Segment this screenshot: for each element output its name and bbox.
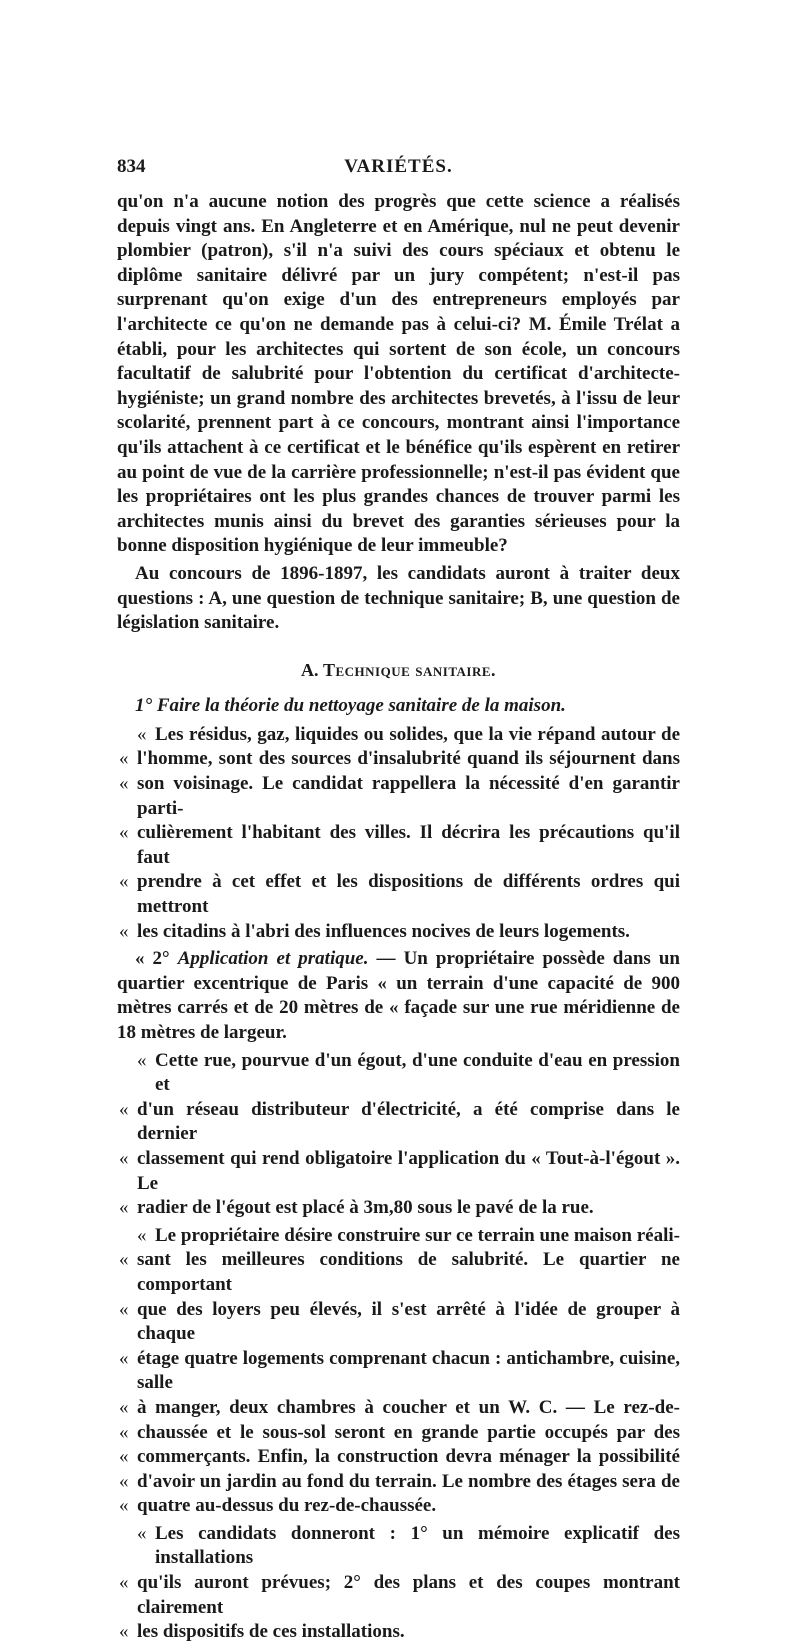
section-heading — [117, 658, 680, 683]
guillemet: « — [119, 1470, 129, 1492]
guillemet: « — [119, 1446, 129, 1468]
guillemet: « — [119, 1495, 129, 1517]
quote-line: « qu'ils auront prévues; 2° des plans et des coupes montrant clairement — [119, 1572, 680, 1618]
guillemet: « — [119, 748, 129, 770]
page-header — [117, 156, 680, 182]
quote-line: « Cette rue, pourvue d'un égout, d'une conduite d'eau en pression et — [137, 1049, 680, 1096]
guillemet: « — [119, 1147, 129, 1169]
running-title: VARIÉTÉS. — [344, 156, 453, 177]
guillemet: « — [137, 1522, 147, 1544]
quote-block — [117, 1224, 680, 1519]
quote-line: « prendre à cet effet et les dispositions de différents ordres qui mettront — [119, 871, 680, 918]
guillemet: « — [119, 1197, 129, 1219]
quote-line: « classement qui rend obligatoire l'application du « Tout-à-l'égout ». Le — [119, 1147, 680, 1194]
guillemet: « — [119, 773, 129, 795]
guillemet: « — [119, 1347, 129, 1369]
quote-line: « d'avoir un jardin au fond du terrain. Le nombre des étages sera de — [117, 1470, 680, 1495]
quote-block — [117, 1049, 680, 1221]
page-number: 834 — [117, 156, 146, 177]
guillemet: « — [137, 723, 147, 745]
paragraph: qu'on n'a aucune notion des progrès que cette science a réalisés depuis vingt ans. En Angleterre et en Amérique, nul ne peut devenir plombier (patron), s'il n'a suivi des cours spéciaux et obtenu le diplôme sanitaire délivré par un jury compétent; n'est-il pas surprenant qu'on exige d'un des entrepreneurs employés par l'architecte ce qu'on ne demande pas à celui-ci? M. Émile Trélat a établi, pour les architectes qui sortent de son école, un concours facultatif de salubrité pour l'obtention du certificat d'architecte-hygiéniste; un grand nombre des architectes brevetés, à l'issu de leur scolarité, prennent part à ce concours, montrant ainsi l'importance qu'ils attachent à ce certificat et le bénéfice qu'ils espèrent en retirer au point de vue de la carrière professionnelle; n'est-il pas évident que les propriétaires ont les plus grandes chances de trouver parmi les architectes munis ainsi du brevet des garanties sérieuses pour la bonne disposition hygiénique de leur immeuble? — [117, 191, 680, 557]
quote-line: « radier de l'égout est placé à 3m,80 sous le pavé de la rue. — [117, 1196, 680, 1221]
quote-line: « d'un réseau distributeur d'électricité, a été comprise dans le dernier — [119, 1098, 680, 1145]
guillemet: « — [119, 920, 129, 942]
section-letter: A. — [300, 659, 319, 680]
quote-block — [117, 723, 680, 944]
quote-line: « l'homme, sont des sources d'insalubrité quand ils séjournent dans — [117, 747, 680, 772]
quote-line: « quatre au-dessus du rez-de-chaussée. — [117, 1494, 680, 1519]
guillemet: « — [119, 1421, 129, 1443]
quote-line: « les citadins à l'abri des influences nocives de leurs logements. — [117, 920, 680, 945]
quote-line: « culièrement l'habitant des villes. Il décrira les précautions qu'il faut — [119, 822, 680, 868]
application-title: Application et pratique. — [177, 948, 369, 970]
guillemet: « — [119, 1098, 129, 1120]
quote-line: « chaussée et le sous-sol seront en grande partie occupés par des — [117, 1421, 680, 1446]
quote-line: « son voisinage. Le candidat rappellera la nécessité d'en garantir parti- — [119, 773, 680, 819]
quote-line: « Les candidats donneront : 1° un mémoire explicatif des installations — [137, 1522, 680, 1569]
guillemet: « — [137, 1224, 147, 1246]
subsection-title: 1° Faire la théorie du nettoyage sanitaire de la maison. — [135, 695, 566, 717]
application-text: — Un propriétaire possède dans un quartier excentrique de Paris « un terrain d'une capacité de 900 mètres carrés et de 20 mètres de « façade sur une rue méridienne de 18 mètres de largeur. — [117, 948, 680, 1043]
quote-line: « Les résidus, gaz, liquides ou solides, que la vie répand autour de — [117, 723, 680, 748]
quote-line: « commerçants. Enfin, la construction devra ménager la possibilité — [117, 1445, 680, 1470]
guillemet: « — [119, 1572, 129, 1594]
body-text — [117, 190, 680, 1645]
guillemet: « — [119, 1249, 129, 1271]
quote-line: « à manger, deux chambres à coucher et un W. C. — Le rez-de- — [117, 1396, 680, 1421]
guillemet: « — [119, 822, 129, 844]
paragraph-application — [117, 947, 680, 1045]
paragraph: Au concours de 1896-1897, les candidats auront à traiter deux questions : A, une question de technique sanitaire; B, une question de législation sanitaire. — [117, 562, 680, 634]
guillemet: « — [119, 871, 129, 893]
quote-block — [117, 1522, 680, 1645]
guillemet: « — [119, 1621, 129, 1643]
guillemet: « — [137, 1049, 147, 1071]
guillemet: « — [119, 1396, 129, 1418]
quote-line: « les dispositifs de ces installations. — [117, 1620, 680, 1645]
quote-line: « que des loyers peu élevés, il s'est arrêté à l'idée de grouper à chaque — [119, 1298, 680, 1345]
quote-line: « Le propriétaire désire construire sur ce terrain une maison réali- — [117, 1224, 680, 1249]
guillemet: « — [119, 1298, 129, 1320]
quote-line: « sant les meilleures conditions de salubrité. Le quartier ne comportant — [119, 1249, 680, 1295]
application-lead: « 2° — [135, 948, 170, 970]
section-title: Technique sanitaire. — [322, 659, 497, 680]
quote-line: « étage quatre logements comprenant chacun : antichambre, cuisine, salle — [119, 1347, 680, 1394]
